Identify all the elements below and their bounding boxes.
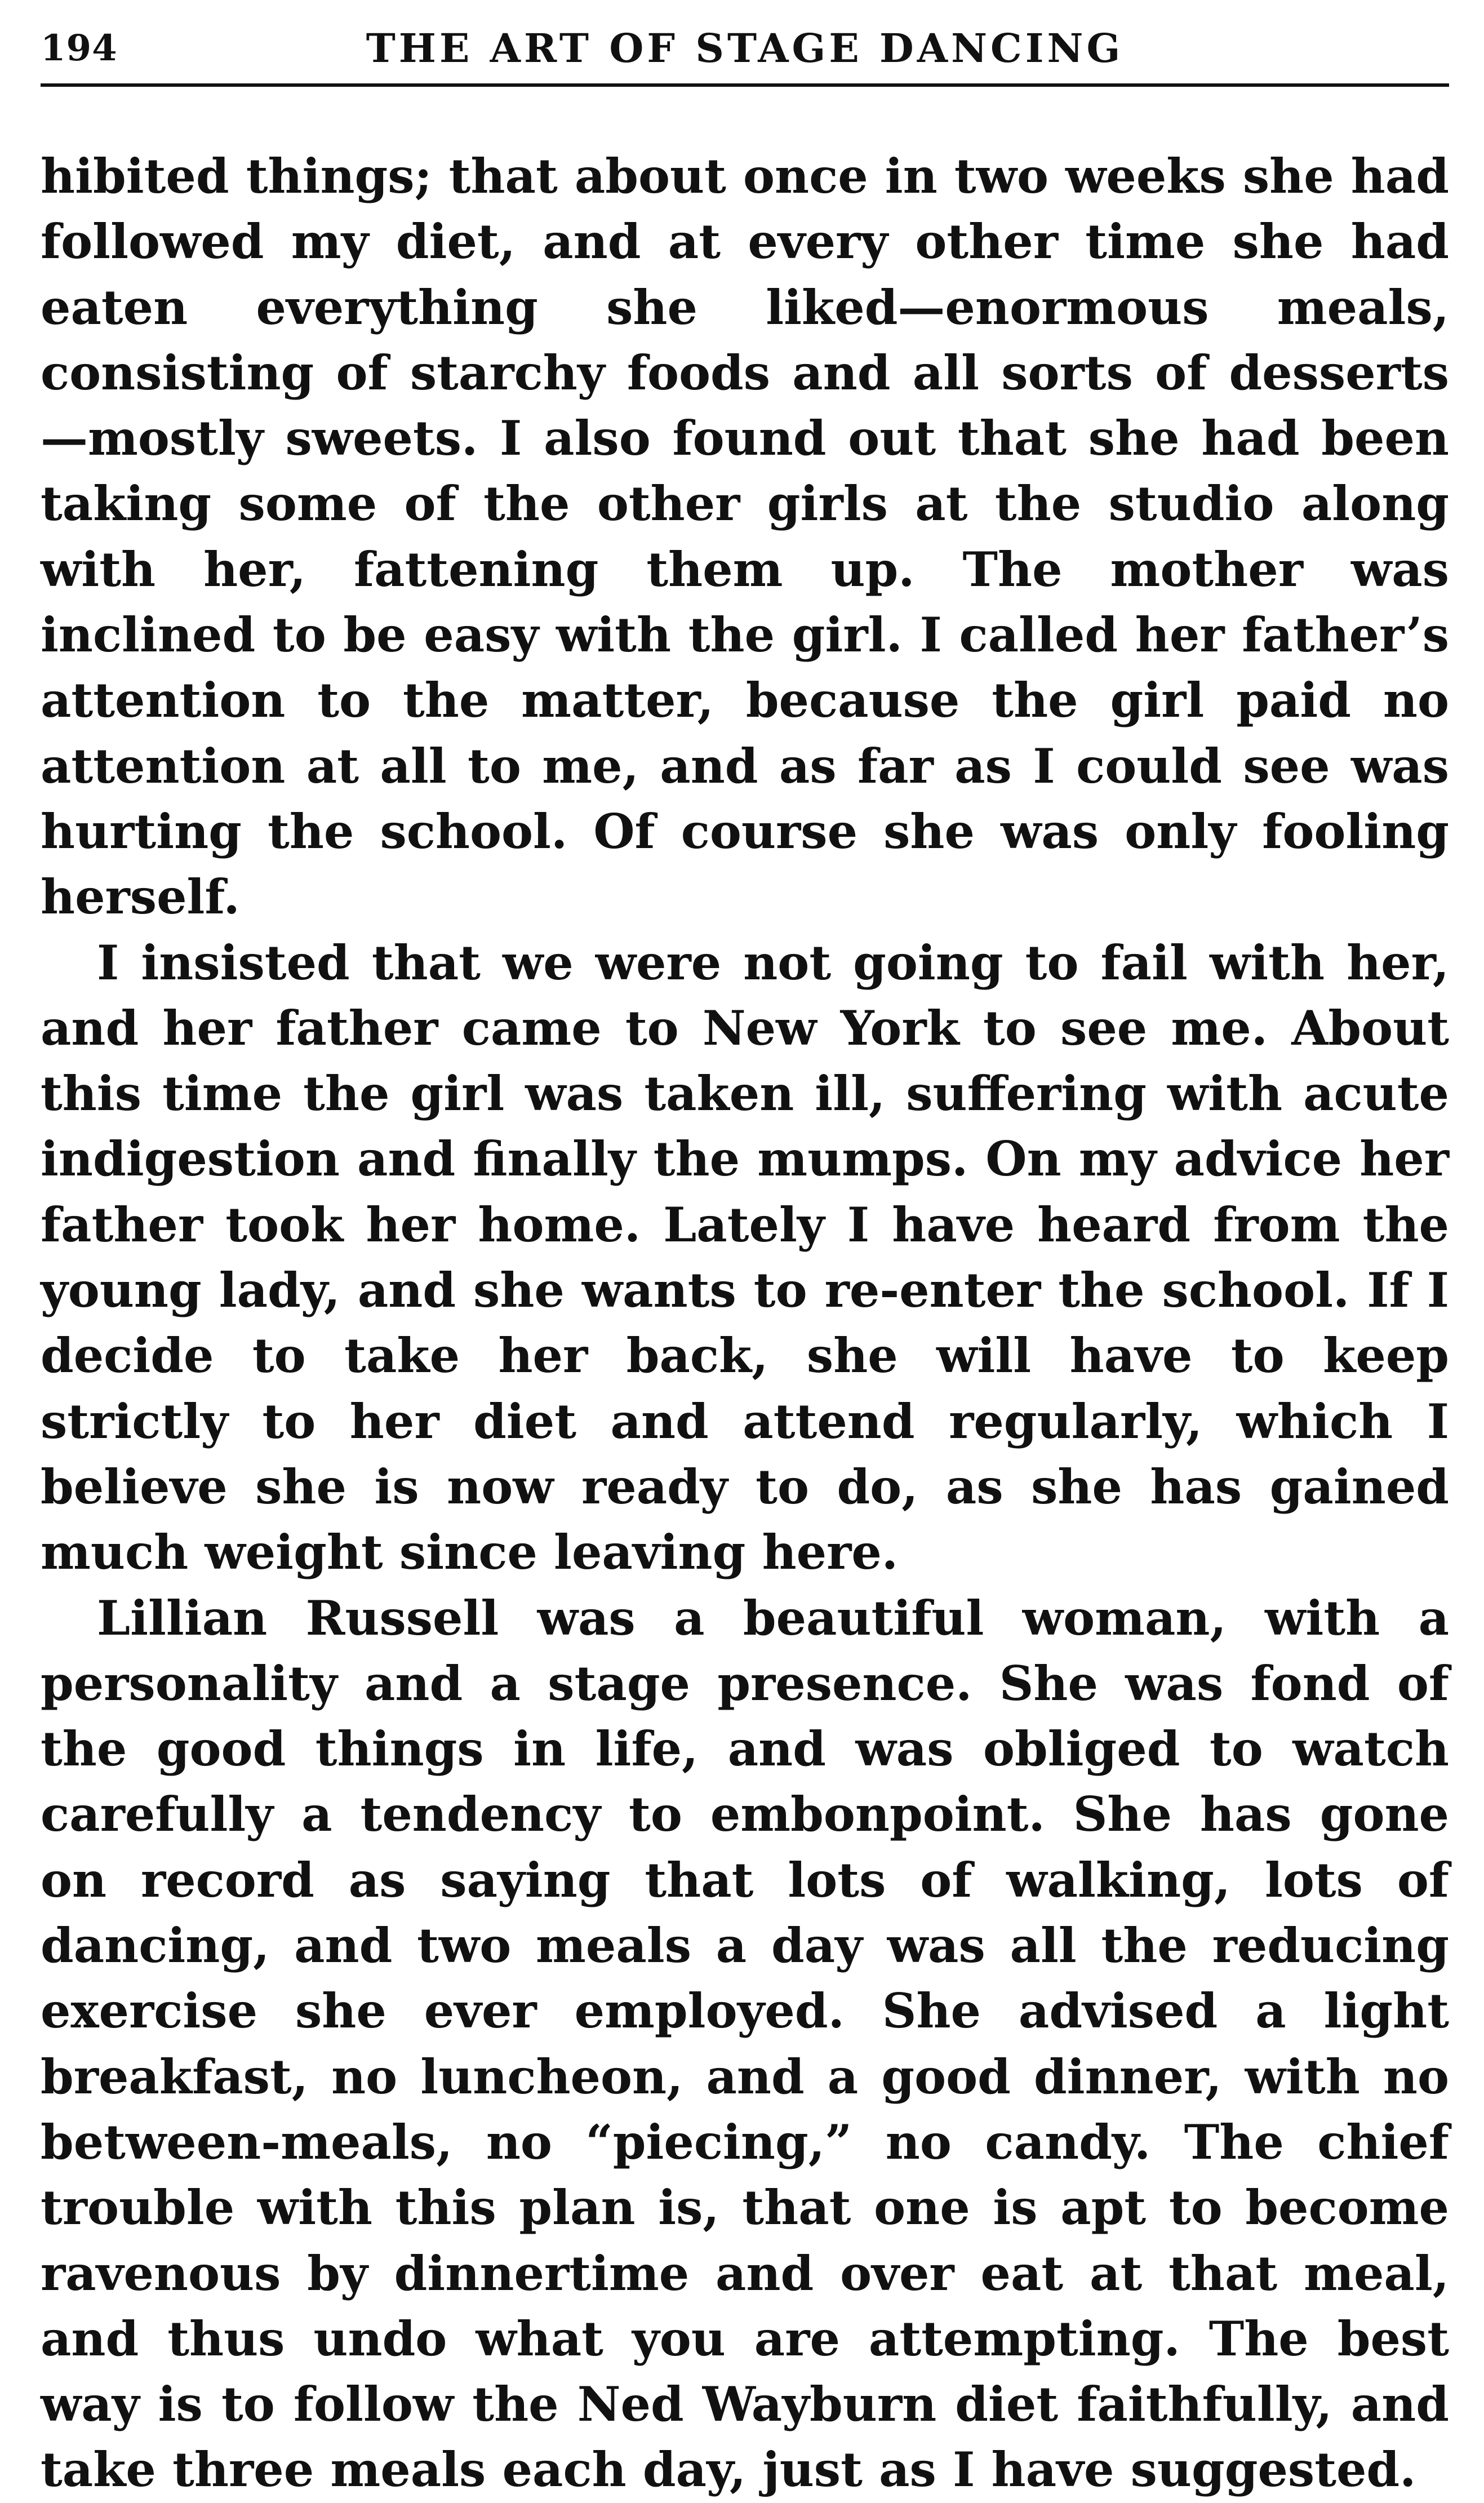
running-title: THE ART OF STAGE DANCING — [366, 25, 1124, 72]
page-header — [41, 20, 1449, 77]
paragraph-continued: hibited things; that about once in two weeks she had followed my diet, and at every other time she had eaten everything she liked—enormous meals, consisting of starchy foods and all sorts of desserts—mostly sweets. I also found out that she had been taking some of the other girls at the studio along with her, fattening them up. The mother was inclined to be easy with the girl. I called her father’s attention to the matter, because the girl paid no attention at all to me, and as far as I could see was hurting the school. Of course she was only fooling herself. — [41, 148, 1449, 925]
paragraph-lillian-russell: Lillian Russell was a beautiful woman, with a personality and a stage presence. She was fond of the good things in life, and was obliged to watch carefully a tendency to embonpoint. She has gone on record as saying that lots of walking, lots of dancing, and two meals a day was all the reducing exercise she ever employed. She advised a light breakfast, no luncheon, and a good dinner, with no between-meals, no “piecing,” no candy. The chief trouble with this plan is, that one is apt to become ravenous by dinnertime and over eat at that meal, and thus undo what you are attempting. The best way is to follow the Ned Wayburn diet faithfully, and take three meals each day, just as I have suggested. — [41, 1590, 1449, 2498]
header-rule — [41, 83, 1449, 87]
page-number: 194 — [41, 27, 118, 69]
body-text — [41, 144, 1449, 2503]
paragraph-new-york-visit: I insisted that we were not going to fail with her, and her father came to New York to see me. About this time the girl was taken ill, suffering with acute indigestion and finally the mumps. On my advice her father took her home. Lately I have heard from the young lady, and she wants to re-enter the school. If I decide to take her back, she will have to keep strictly to her diet and attend regularly, which I believe she is now ready to do, as she has gained much weight since leaving here. — [41, 934, 1449, 1581]
